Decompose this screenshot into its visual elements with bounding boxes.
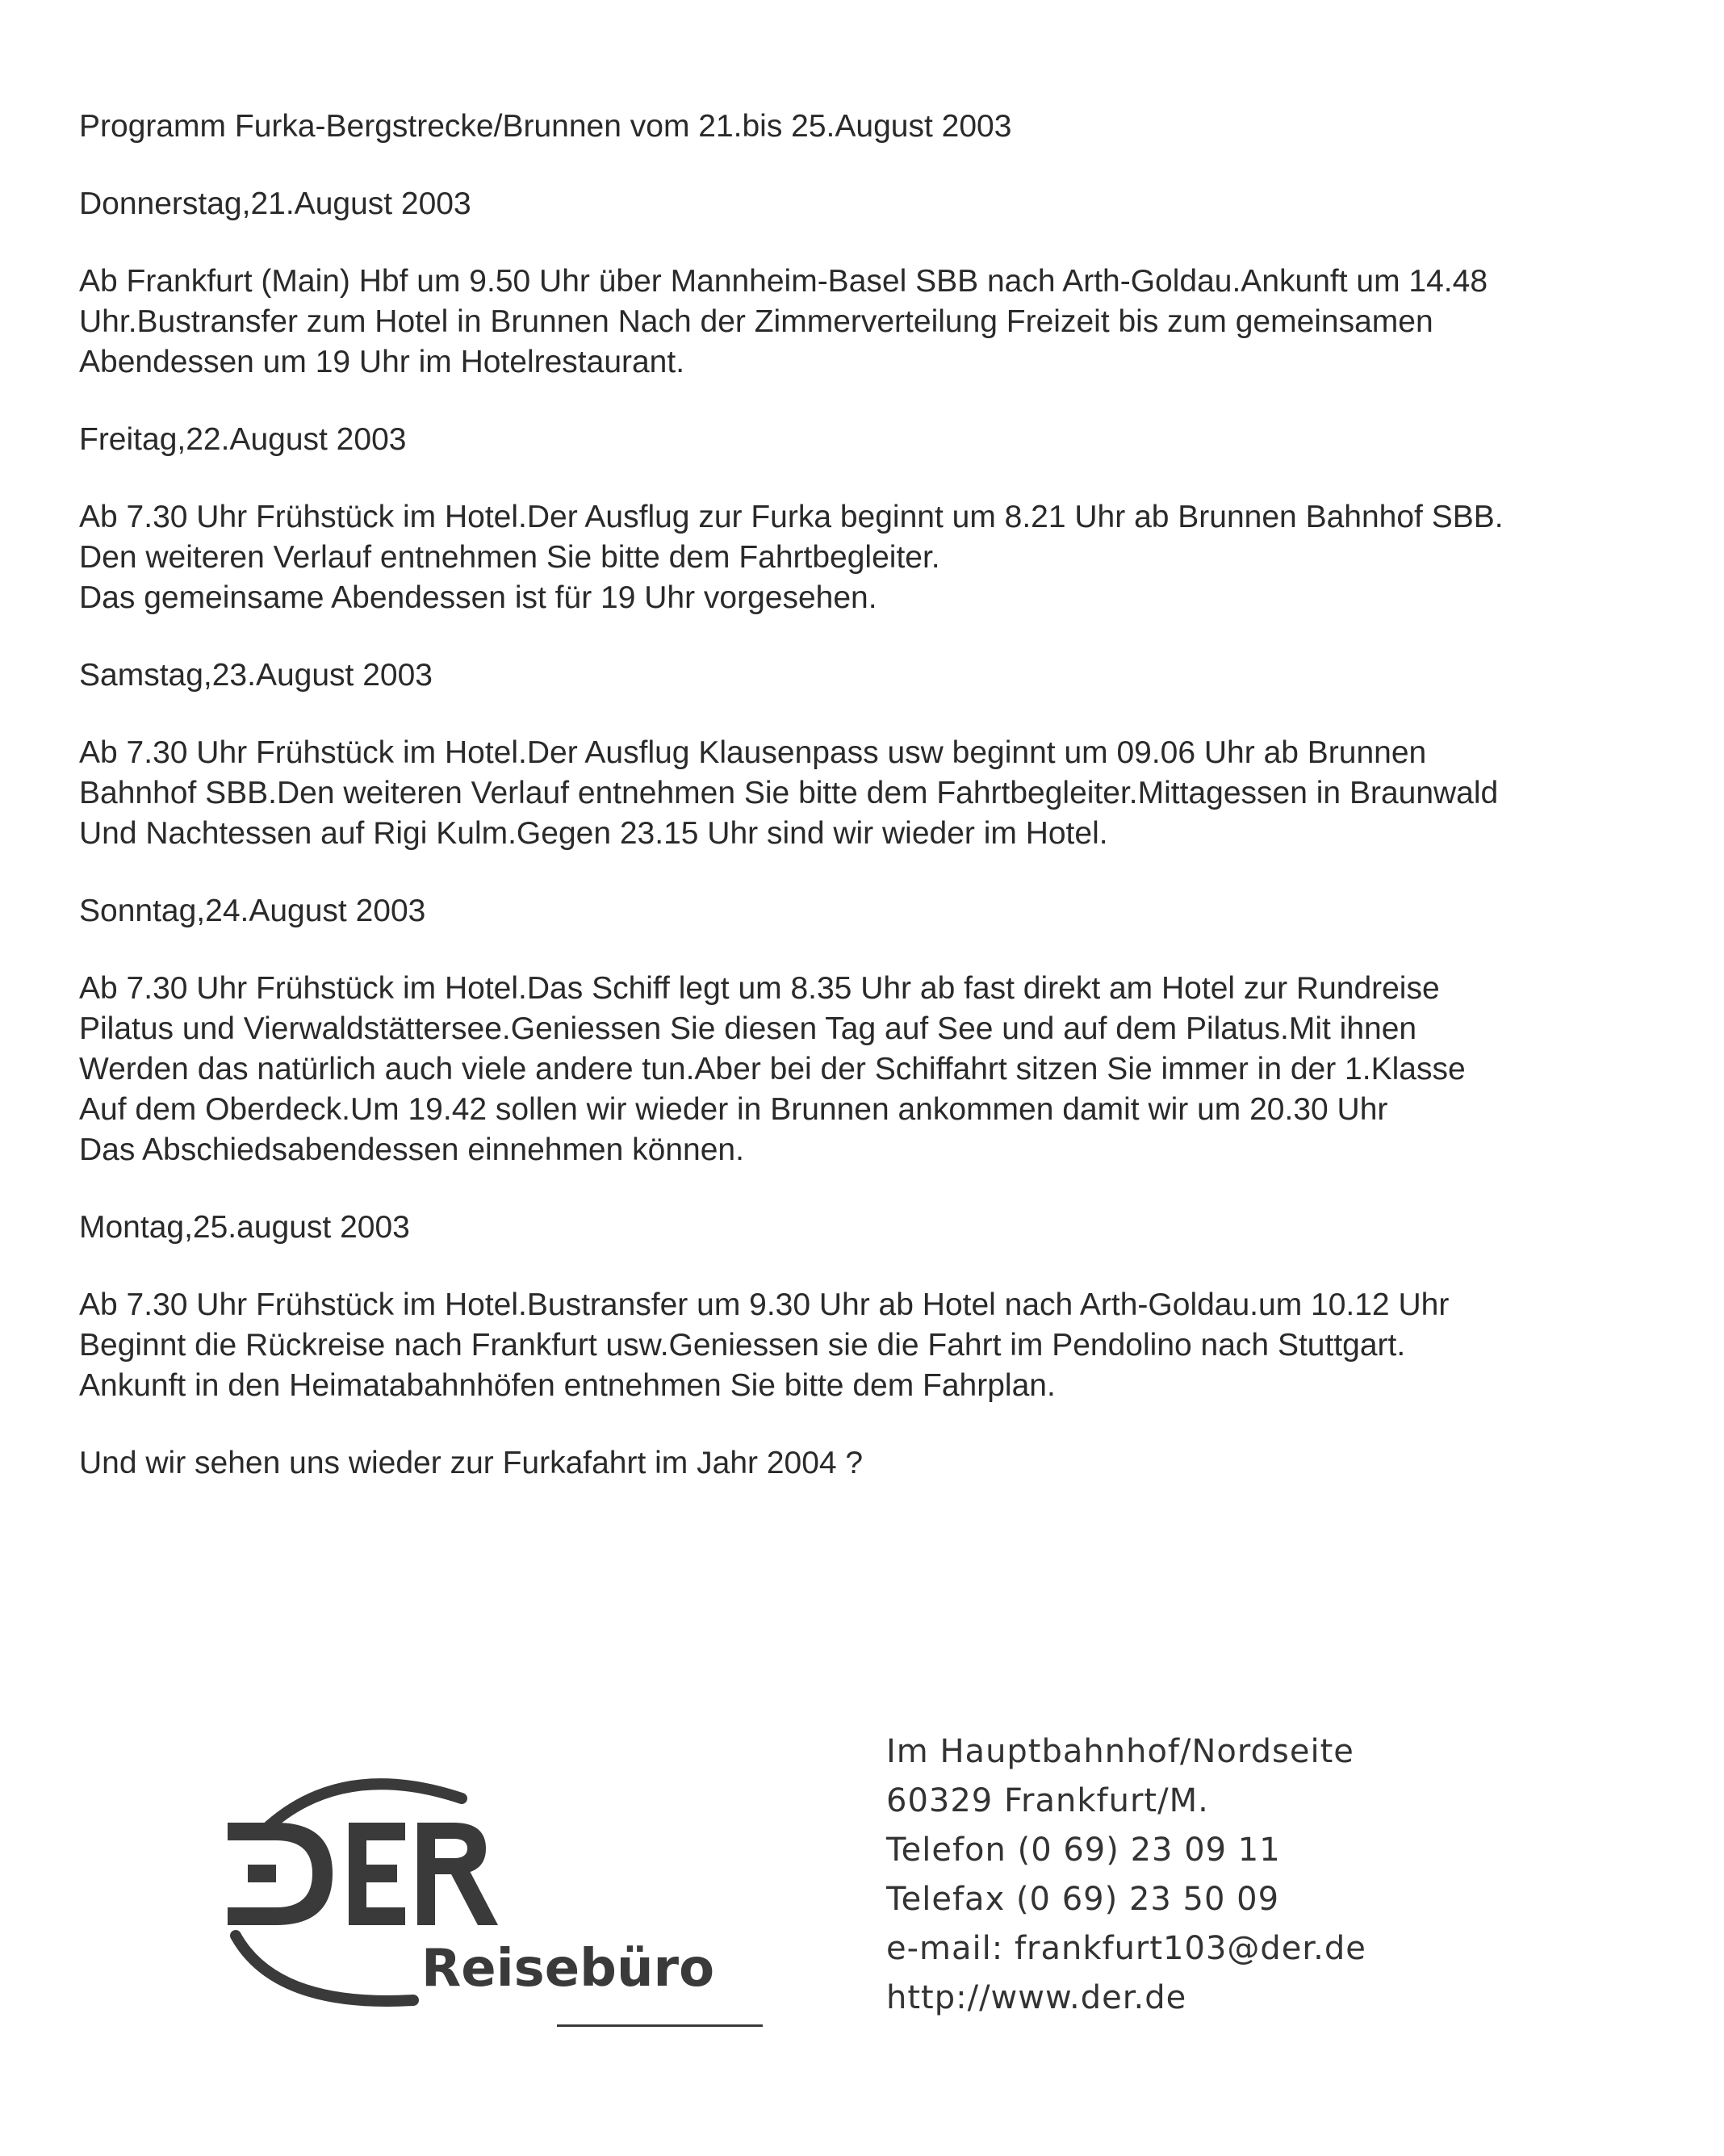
- signature-line: [557, 2024, 763, 2027]
- der-logo-d-icon: [228, 1823, 333, 1925]
- text-line: Pilatus und Vierwaldstättersee.Geniessen Sie diesen Tag auf See und auf dem Pilatus.Mit ihnen: [79, 1011, 1417, 1046]
- day-text-monday: [79, 1285, 1661, 1406]
- closing-line: Und wir sehen uns wieder zur Furkafahrt im Jahr 2004 ?: [79, 1446, 864, 1480]
- text-line: Beginnt die Rückreise nach Frankfurt usw.Geniessen sie die Fahrt im Pendolino nach Stuttgart.: [79, 1328, 1406, 1363]
- contact-email[interactable]: e-mail: frankfurt103@der.de: [886, 1930, 1366, 1967]
- contact-city: 60329 Frankfurt/M.: [886, 1782, 1209, 1819]
- contact-block: [886, 1727, 1366, 2023]
- der-logo-subtitle: Reisebüro: [421, 1939, 715, 1999]
- der-logo-bottom-arc-icon: [236, 1936, 413, 2001]
- day-heading-friday: Freitag,22.August 2003: [79, 422, 407, 457]
- contact-website[interactable]: http://www.der.de: [886, 1979, 1187, 2016]
- der-logo-e-icon: [349, 1823, 405, 1925]
- document-title: Programm Furka-Bergstrecke/Brunnen vom 21.bis 25.August 2003: [79, 109, 1012, 144]
- text-line: Ab Frankfurt (Main) Hbf um 9.50 Uhr über Mannheim-Basel SBB nach Arth-Goldau.Ankunft um 14.48: [79, 264, 1488, 299]
- text-line: Das Abschiedsabendessen einnehmen können.: [79, 1132, 744, 1167]
- day-heading-saturday: Samstag,23.August 2003: [79, 658, 433, 693]
- contact-address: Im Hauptbahnhof/Nordseite: [886, 1733, 1354, 1770]
- contact-phone: Telefon (0 69) 23 09 11: [886, 1832, 1281, 1869]
- der-logo: [220, 1766, 785, 2041]
- day-text-sunday: [79, 969, 1661, 1170]
- text-line: Abendessen um 19 Uhr im Hotelrestaurant.: [79, 345, 685, 379]
- text-line: Ab 7.30 Uhr Frühstück im Hotel.Der Ausflug Klausenpass usw beginnt um 09.06 Uhr ab Brunnen: [79, 735, 1427, 770]
- text-line: Das gemeinsame Abendessen ist für 19 Uhr vorgesehen.: [79, 580, 877, 615]
- contact-fax: Telefax (0 69) 23 50 09: [886, 1881, 1280, 1918]
- der-logo-r-icon: [417, 1823, 498, 1925]
- text-line: Ab 7.30 Uhr Frühstück im Hotel.Bustransfer um 9.30 Uhr ab Hotel nach Arth-Goldau.um 10.12 Uhr: [79, 1287, 1450, 1322]
- text-line: Werden das natürlich auch viele andere tun.Aber bei der Schiffahrt sitzen Sie immer in der 1.Klasse: [79, 1052, 1466, 1086]
- text-line: Bahnhof SBB.Den weiteren Verlauf entnehmen Sie bitte dem Fahrtbegleiter.Mittagessen in Braunwald: [79, 776, 1499, 810]
- text-line: Uhr.Bustransfer zum Hotel in Brunnen Nach der Zimmerverteilung Freizeit bis zum gemeinsamen: [79, 304, 1433, 339]
- text-line: Ankunft in den Heimatabahnhöfen entnehmen Sie bitte dem Fahrplan.: [79, 1368, 1056, 1403]
- text-line: Den weiteren Verlauf entnehmen Sie bitte dem Fahrtbegleiter.: [79, 540, 940, 575]
- day-text-saturday: [79, 733, 1661, 854]
- day-heading-sunday: Sonntag,24.August 2003: [79, 894, 426, 928]
- program-text: [79, 107, 1661, 1484]
- day-heading-monday: Montag,25.august 2003: [79, 1210, 410, 1245]
- day-text-friday: [79, 497, 1661, 618]
- text-line: Auf dem Oberdeck.Um 19.42 sollen wir wieder in Brunnen ankommen damit wir um 20.30 Uhr: [79, 1092, 1388, 1127]
- text-line: Und Nachtessen auf Rigi Kulm.Gegen 23.15 Uhr sind wir wieder im Hotel.: [79, 816, 1108, 851]
- day-heading-thursday: Donnerstag,21.August 2003: [79, 186, 471, 221]
- day-text-thursday: [79, 262, 1661, 383]
- text-line: Ab 7.30 Uhr Frühstück im Hotel.Der Ausflug zur Furka beginnt um 8.21 Uhr ab Brunnen Bahnhof SBB.: [79, 500, 1504, 534]
- text-line: Ab 7.30 Uhr Frühstück im Hotel.Das Schiff legt um 8.35 Uhr ab fast direkt am Hotel zur Rundreise: [79, 971, 1440, 1006]
